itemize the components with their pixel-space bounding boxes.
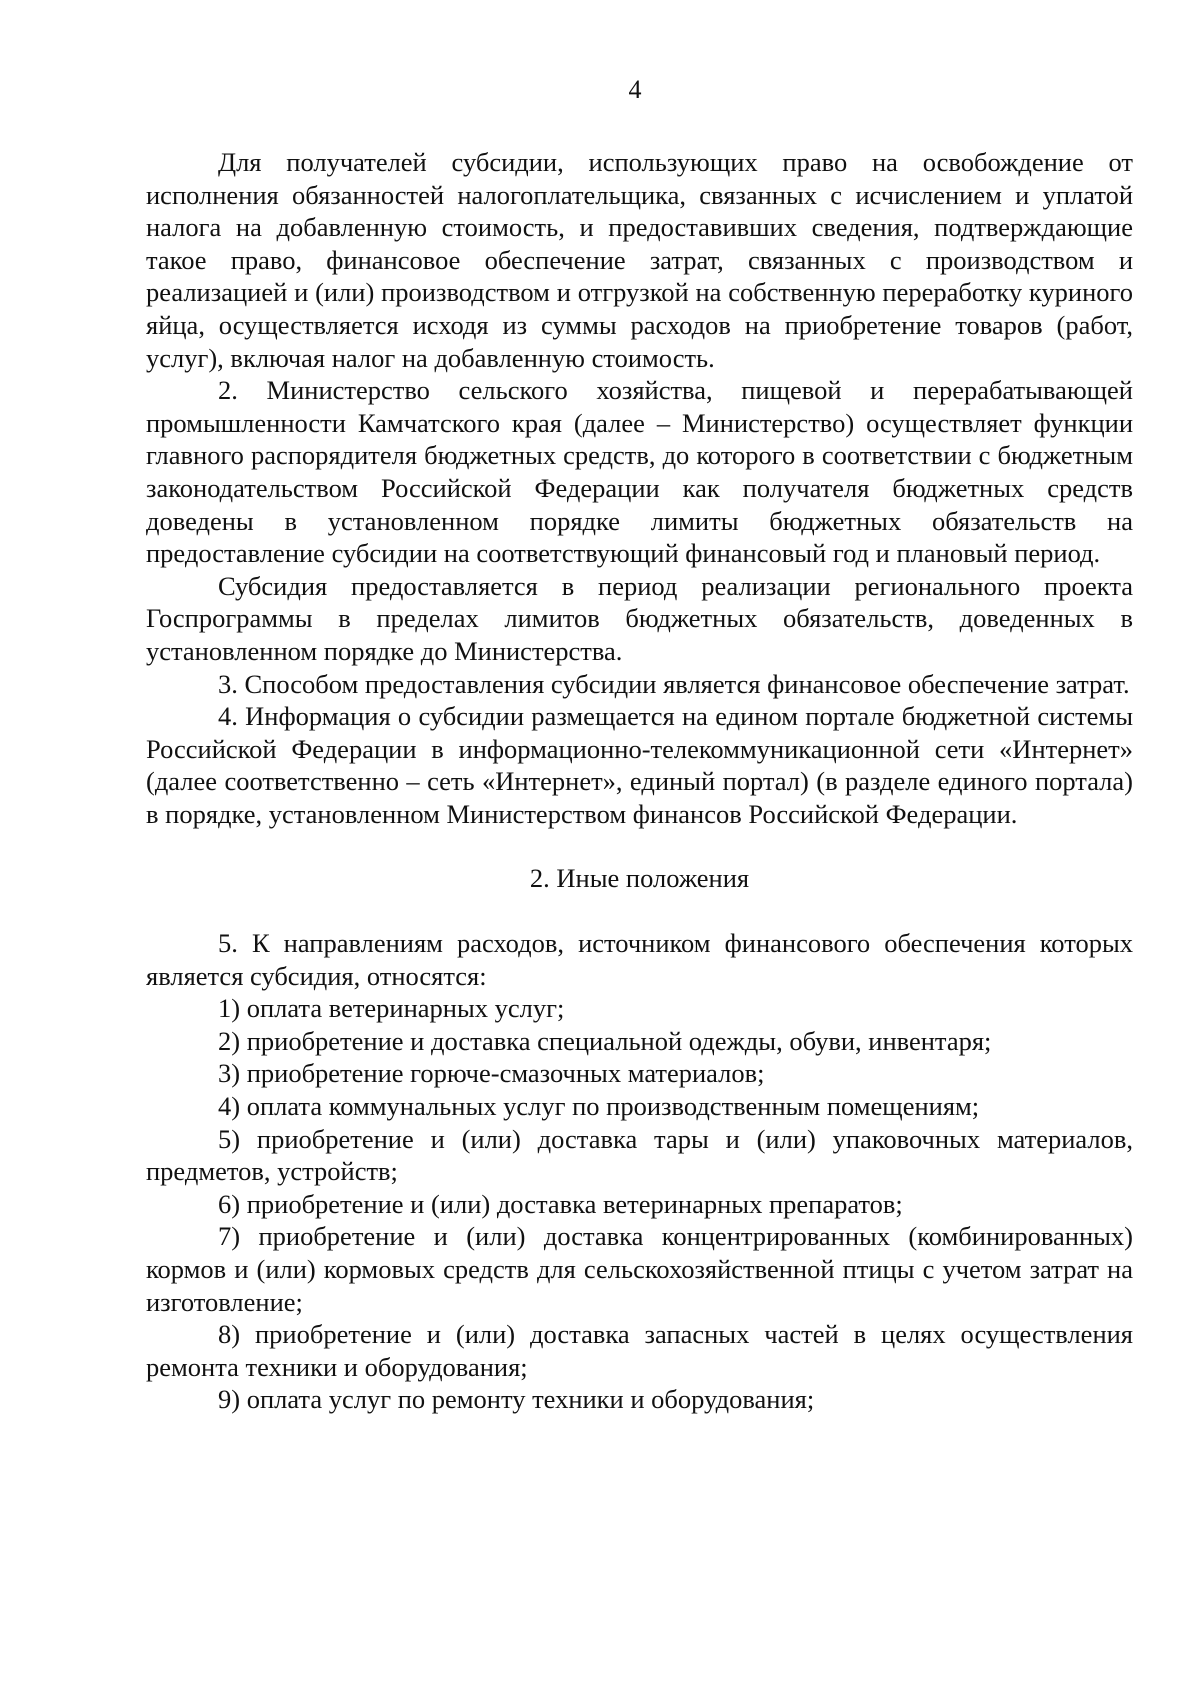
section-heading: 2. Иные положения [529,863,750,894]
page-number: 4 [628,75,642,104]
list-item: 3) приобретение горюче-смазочных материалов; [218,1058,765,1089]
paragraph-subsidy-period: Субсидия предоставляется в период реализации регионального проекта Госпрограммы в пределах лимитов бюджетных обязательств, доведенных в установленном порядке до Министерства. [146,570,1133,666]
list-item: 5) приобретение и (или) доставка тары и (или) упаковочных материалов, предметов, устройств; [146,1123,1133,1187]
list-item: 2) приобретение и доставка специальной одежды, обуви, инвентаря; [218,1025,992,1056]
paragraph-vat-exemption: Для получателей субсидии, использующих право на освобождение от исполнения обязанностей налогоплательщика, связанных с исчислением и уплатой налога на добавленную стоимость, и предоставивших сведения, подтверждающие такое право, финансовое обеспечение затрат, связанных с производством и реализацией и (или) производством и отгрузкой на собственную переработку куриного яйца, осуществляется исходя из суммы расходов на приобретение товаров (работ, услуг), включая налог на добавленную стоимость. [146,147,1133,373]
paragraph-2-ministry: 2. Министерство сельского хозяйства, пищевой и перерабатывающей промышленности Камчатского края (далее – Министерство) осуществляет функции главного распорядителя бюджетных средств, до которого в соответствии с бюджетным законодательством Российской Федерации как получателя бюджетных средств доведены в установленном порядке лимиты бюджетных обязательств на предоставление субсидии на соответствующий финансовый год и плановый период. [146,375,1133,569]
list-item: 7) приобретение и (или) доставка концентрированных (комбинированных) кормов и (или) кормовых средств для сельскохозяйственной птицы с учетом затрат на изготовление; [146,1221,1133,1317]
paragraph-5-expenses: 5. К направлениям расходов, источником финансового обеспечения которых является субсидия, относятся: [146,928,1133,991]
list-item: 4) оплата коммунальных услуг по производственным помещениям; [218,1091,980,1122]
list-item: 1) оплата ветеринарных услуг; [218,993,565,1024]
paragraph-3-method: 3. Способом предоставления субсидии является финансовое обеспечение затрат. [218,668,1130,699]
list-item: 8) приобретение и (или) доставка запасных частей в целях осуществления ремонта техники и оборудования; [146,1319,1133,1382]
list-item: 9) оплата услуг по ремонту техники и оборудования; [218,1384,815,1415]
document-body [146,146,1133,1416]
list-item: 6) приобретение и (или) доставка ветеринарных препаратов; [218,1188,903,1219]
paragraph-4-information: 4. Информация о субсидии размещается на едином портале бюджетной системы Российской Федерации в информационно-телекоммуникационной сети «Интернет» (далее соответственно – сеть «Интернет», единый портал) (в разделе единого портала) в порядке, установленном Министерством финансов Российской Федерации. [146,701,1133,829]
